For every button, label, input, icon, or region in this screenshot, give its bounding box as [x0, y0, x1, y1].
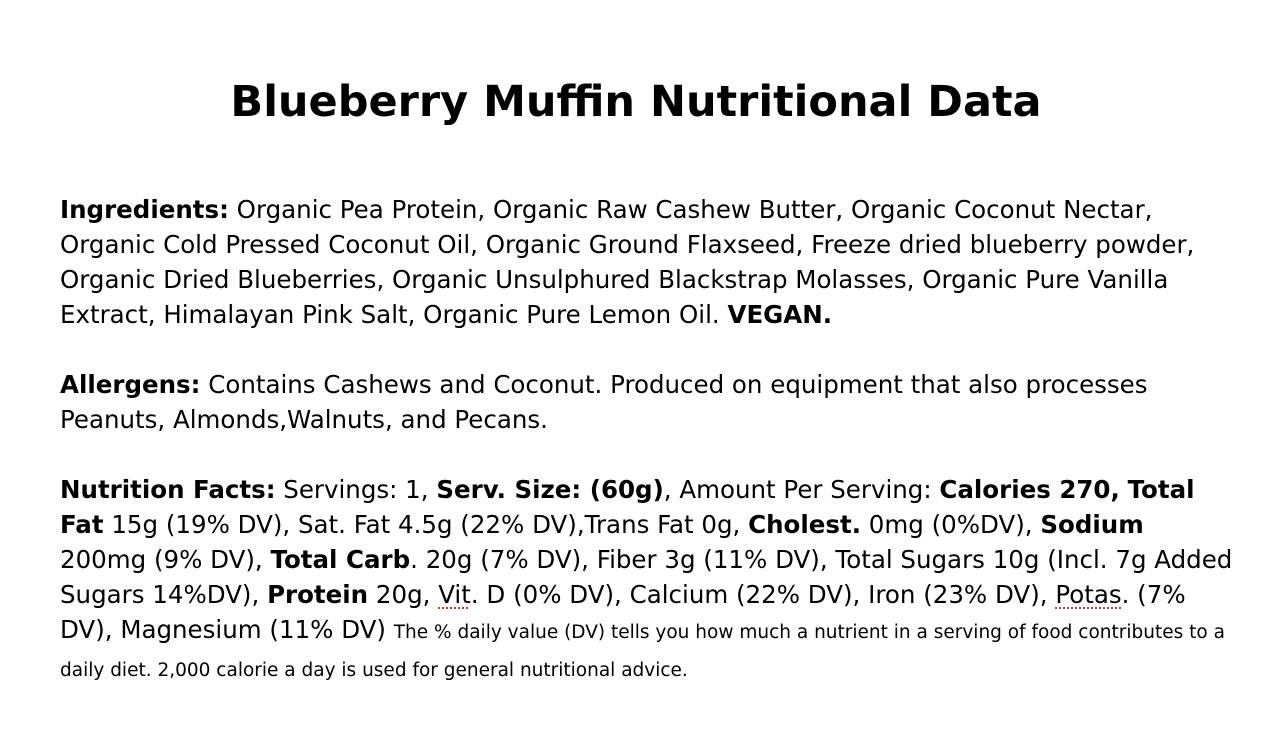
protein-label: Protein: [267, 580, 369, 609]
nutrition-text: 0mg (0%DV),: [861, 510, 1041, 539]
nutrition-text: [1120, 475, 1128, 504]
ingredients-paragraph: [60, 192, 1235, 332]
allergens-text: Contains Cashews and Coconut. Produced on equipment that also processes Peanuts, Almonds,Walnuts, and Pecans.: [60, 370, 1148, 434]
sodium-label: Sodium: [1040, 510, 1144, 539]
vegan-label: VEGAN.: [727, 300, 833, 329]
nutrition-text: . 20g (7% DV), Fiber 3g (11% DV), Total Sugars 10g (Incl. 7g Added Sugars 14%DV),: [60, 545, 1233, 609]
allergens-paragraph: [60, 367, 1235, 437]
nutrition-text: 200mg (9% DV),: [60, 545, 271, 574]
nutrition-text: . D (0% DV), Calcium (22% DV), Iron (23% DV),: [470, 580, 1056, 609]
nutrition-text: 20g,: [368, 580, 439, 609]
daily-value-footnote: The % daily value (DV) tells you how much a nutrient in a serving of food contributes to a daily diet. 2,000 calorie a day is used for general nutritional advice.: [60, 622, 1225, 681]
serving-size: Serv. Size: (60g): [436, 475, 664, 504]
nutrition-text: , Amount Per Serving:: [663, 475, 940, 504]
potassium-spellcheck-word: Potas: [1055, 580, 1122, 609]
nutrition-label: Nutrition Facts:: [60, 475, 276, 504]
vitamin-spellcheck-word: Vit: [438, 580, 471, 609]
cholesterol-label: Cholest.: [748, 510, 861, 539]
total-carb-label: Total Carb: [270, 545, 411, 574]
calories: Calories 270,: [939, 475, 1120, 504]
nutrition-text: 15g (19% DV), Sat. Fat 4.5g (22% DV),Trans Fat 0g,: [103, 510, 749, 539]
ingredients-text: Organic Pea Protein, Organic Raw Cashew Butter, Organic Coconut Nectar, Organic Cold Pressed Coconut Oil, Organic Ground Flaxseed, Freeze dried blueberry powder, Organic Dried Blueberries, Organic Unsulphured Blackstrap Molasses, Organic Pure Vanilla Extract, Himalayan Pink Salt, Organic Pure Lemon Oil.: [60, 195, 1195, 329]
nutrition-paragraph: [60, 472, 1235, 688]
nutrition-text: Servings: 1,: [275, 475, 437, 504]
allergens-label: Allergens:: [60, 370, 201, 399]
total-fat-label: Total Fat: [60, 475, 1195, 539]
page-title: Blueberry Muffin Nutritional Data: [230, 77, 1042, 127]
ingredients-label: Ingredients:: [60, 195, 229, 224]
nutrition-text: . (7% DV), Magnesium (11% DV): [60, 580, 1186, 644]
